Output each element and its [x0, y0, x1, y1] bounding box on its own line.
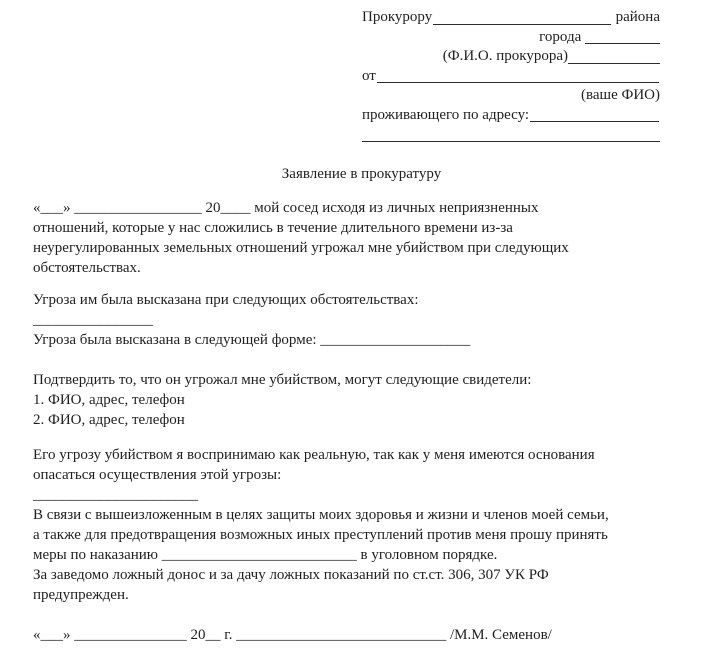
header-label: (ваше ФИО) [580, 87, 660, 103]
paragraph-intro [33, 198, 695, 278]
document-line: Подтвердить то, что он угрожал мне убийством, могут следующие свидетели: [33, 371, 532, 388]
document-body [33, 198, 695, 645]
document-line: меры по наказанию __________________________ в уголовном порядке. [33, 546, 498, 563]
header-block [362, 8, 660, 145]
header-label: проживающего по адресу: [362, 106, 530, 123]
paragraph-circumstances [33, 290, 695, 350]
paragraph-signature [33, 625, 695, 645]
header-label: от [362, 67, 376, 84]
document-line: «___» _________________ 20____ мой сосед исходя из личных неприязненных [33, 199, 539, 216]
blank-underline [530, 121, 659, 122]
header-line-address-continuation [362, 125, 660, 145]
signature-line: «___» _______________ 20__ г. ____________________________ /М.М. Семенов/ [33, 626, 552, 643]
document-line: В связи с вышеизложенным в целях защиты моих здоровья и жизни и членов моей семьи, [33, 506, 609, 523]
blank-underline [377, 82, 659, 83]
document-line: Угроза была высказана в следующей форме: ____________________ [33, 331, 471, 348]
header-label: города [539, 28, 585, 45]
witness-list-item: 2. ФИО, адрес, телефон [33, 411, 185, 428]
header-label: Прокурору [362, 9, 433, 25]
blank-underline-line: ________________ [33, 311, 153, 328]
header-label: (Ф.И.О. прокурора) [442, 48, 568, 64]
document-line: За заведомо ложный донос и за дачу ложных показаний по ст.ст. 306, 307 УК РФ [33, 566, 549, 583]
header-line-prosecutor [362, 8, 660, 28]
header-label: района [611, 9, 660, 25]
blank-underline-line: ______________________ [33, 486, 198, 503]
blank-underline [362, 125, 660, 142]
paragraph-witnesses [33, 370, 695, 430]
header-line-your-name [362, 86, 660, 106]
document-line: обстоятельствах. [33, 259, 141, 276]
header-line-prosecutor-name [362, 47, 660, 67]
document-line: неурегулированных земельных отношений угрожал мне убийством при следующих [33, 239, 569, 256]
paragraph-request [33, 445, 695, 605]
document-line: Его угрозу убийством я воспринимаю как реальную, так как у меня имеются основания [33, 446, 595, 463]
document-line: отношений, которые у нас сложились в течение длительного времени из-за [33, 219, 513, 236]
header-line-city [362, 28, 660, 48]
witness-list-item: 1. ФИО, адрес, телефон [33, 391, 185, 408]
blank-underline [568, 63, 660, 64]
header-line-address [362, 106, 660, 126]
document-line: а также для предотвращения возможных иных преступлений против меня прошу принять [33, 526, 608, 543]
blank-underline [433, 24, 611, 25]
header-line-from [362, 67, 660, 87]
document-line: предупрежден. [33, 586, 129, 603]
blank-underline [585, 43, 660, 44]
document-line: Угроза им была высказана при следующих обстоятельствах: [33, 291, 419, 308]
document-title: Заявление в прокуратуру [281, 165, 442, 182]
document-line: опасаться осуществления этой угрозы: [33, 466, 282, 483]
